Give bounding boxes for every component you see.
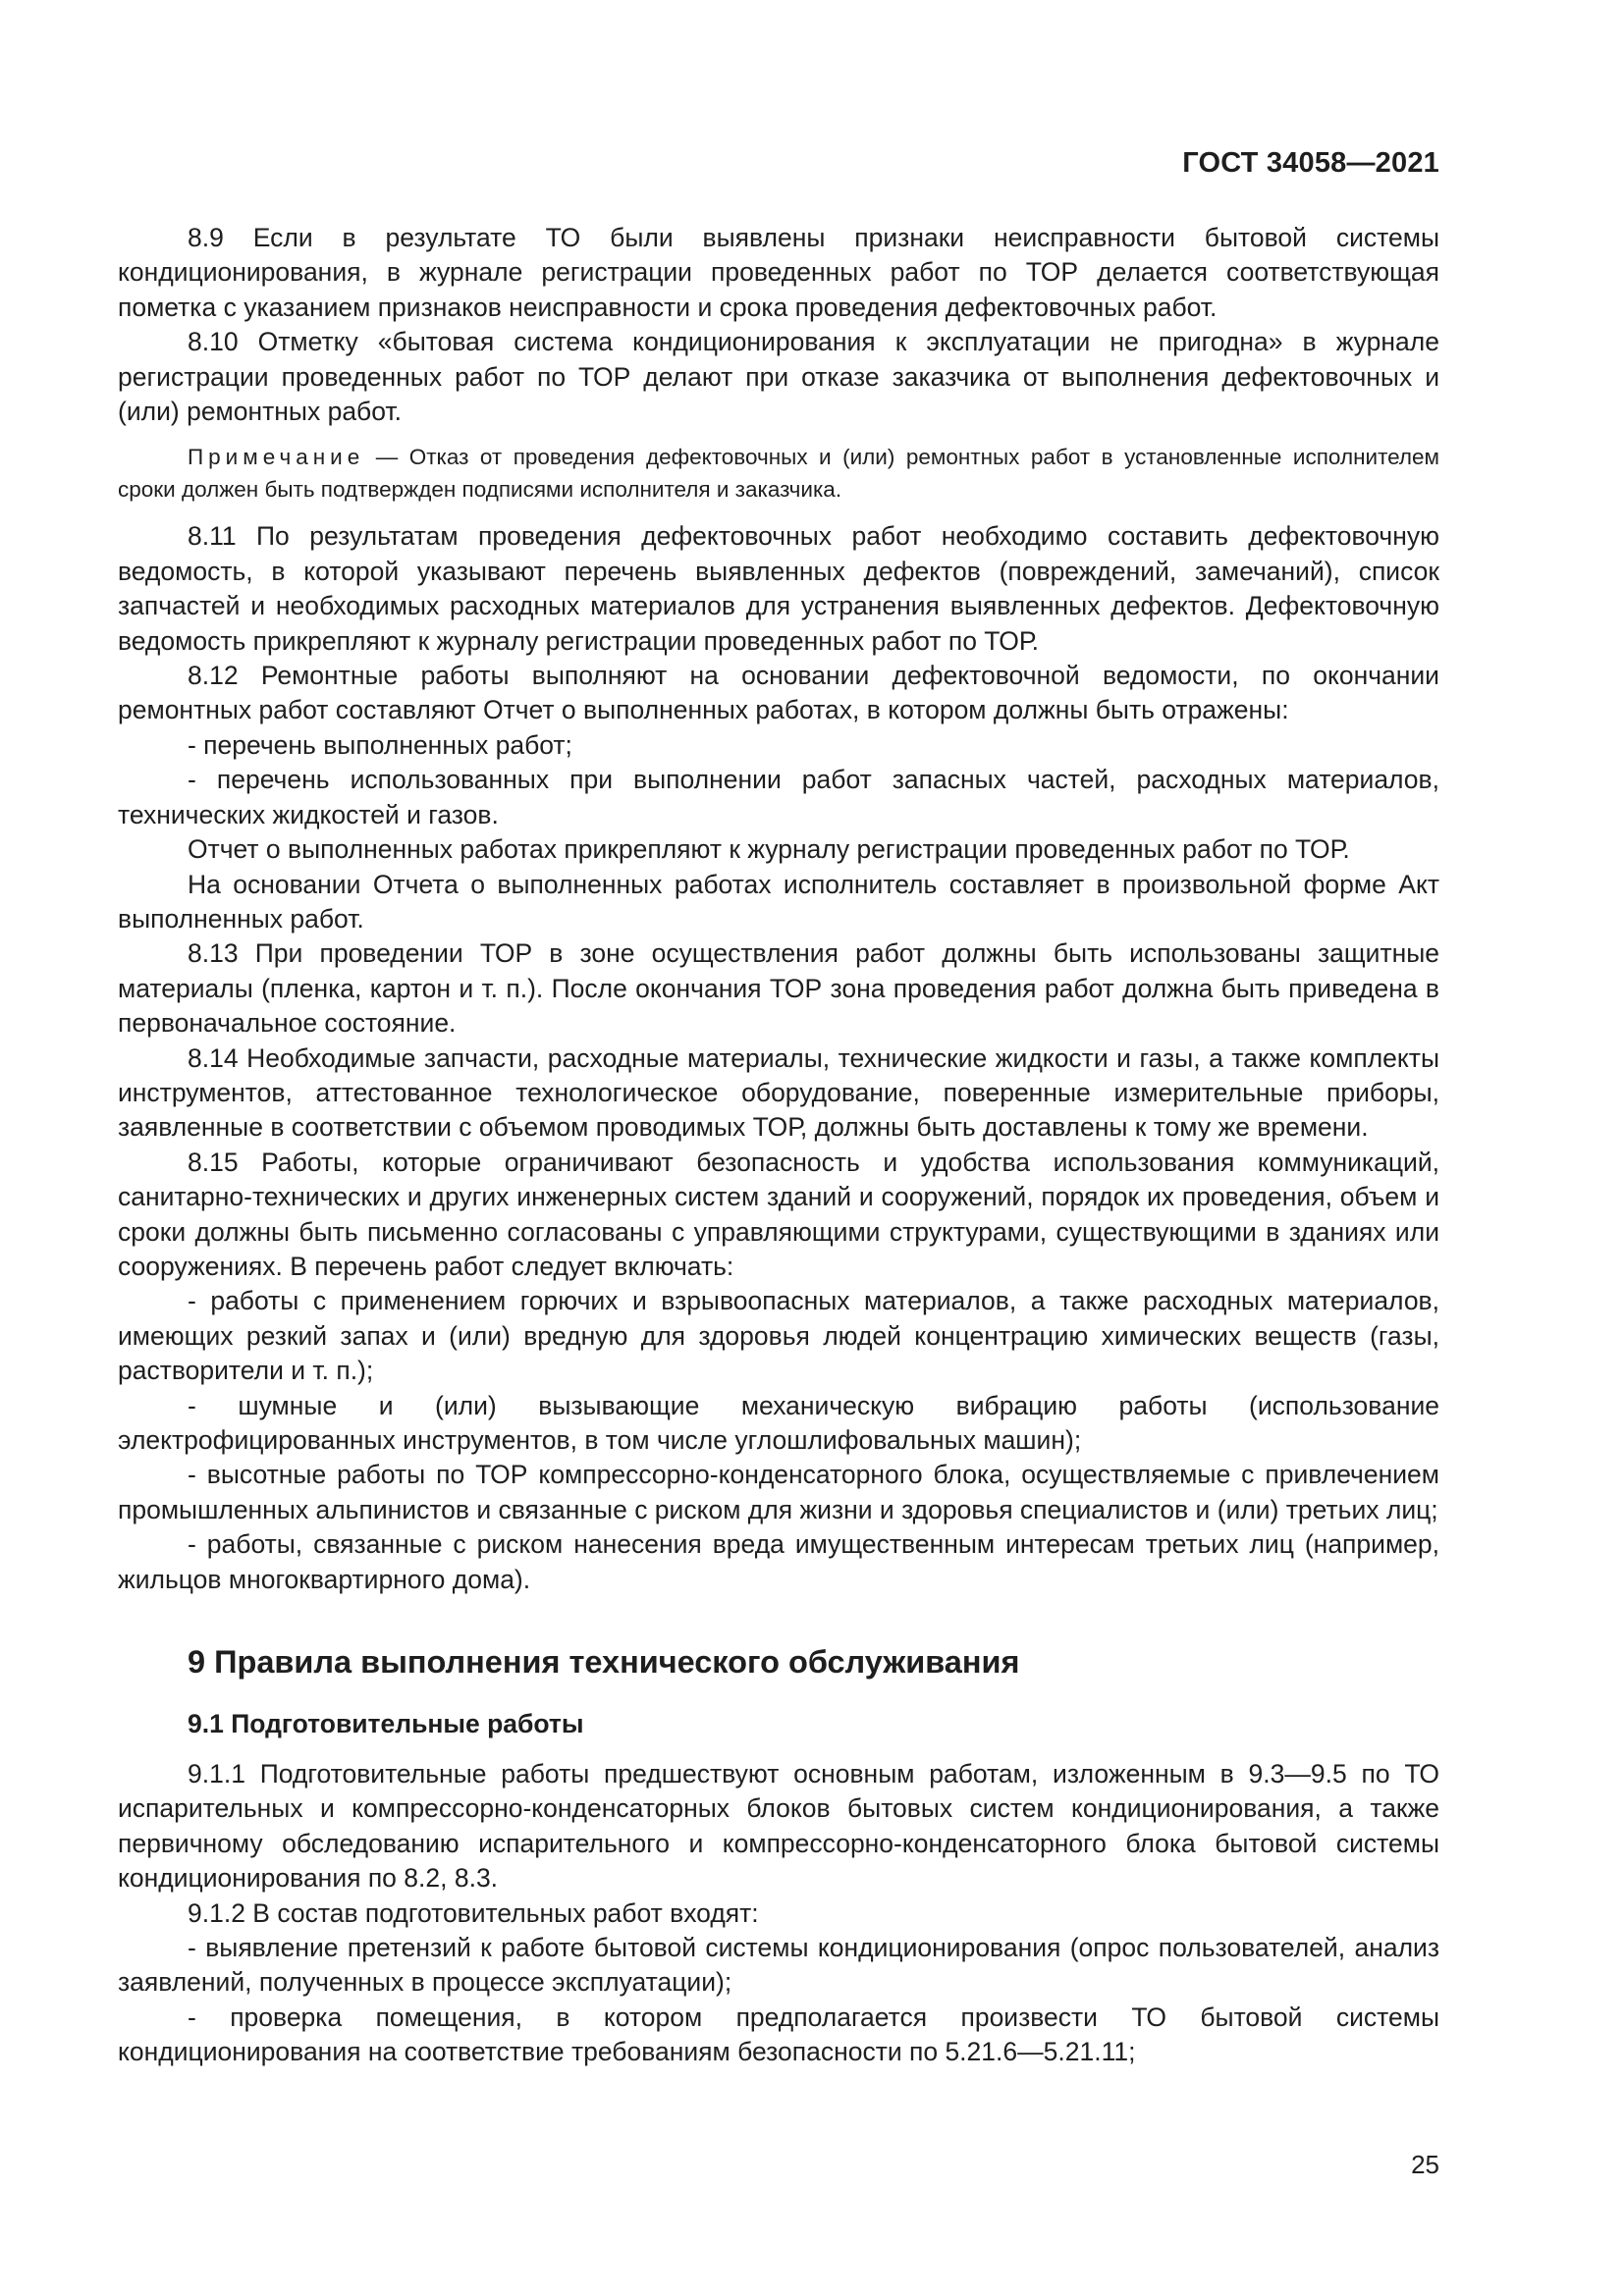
subsection-heading-9-1: 9.1 Подготовительные работы: [188, 1709, 584, 1739]
note-text: — Отказ от проведения дефектовочных и (или) ремонтных работ в установленные исполнителем сроки должен быть подтвержден подписями исполнителя и заказчика.: [118, 445, 1439, 503]
paragraph-9-1-2: 9.1.2 В состав подготовительных работ входят:: [188, 1897, 759, 1928]
paragraph-9-1-1: 9.1.1 Подготовительные работы предшествуют основным работам, изложенным в 9.3—9.5 по ТО испарительных и компрессорно-конденсаторных блоков бытовых систем кондиционирования, а также первичному обследованию испарительного и компрессорно-конденсаторного блока бытовой системы кондиционирования по 8.2, 8.3.: [118, 1759, 1439, 1894]
list-item: - шумные и (или) вызывающие механическую вибрацию работы (использование электрофицированных инструментов, в том числе углошлифовальных машин);: [118, 1390, 1439, 1455]
document-code: ГОСТ 34058—2021: [1182, 147, 1439, 179]
paragraph-8-13: 8.13 При проведении ТОР в зоне осуществления работ должны быть использованы защитные материалы (пленка, картон и т. п.). После окончания ТОР зона проведения работ должна быть приведена в первоначальное состояние.: [118, 938, 1439, 1039]
list-item: - высотные работы по ТОР компрессорно-конденсаторного блока, осуществляемые с привлечением промышленных альпинистов и связанные с риском для жизни и здоровья специалистов и (или) третьих лиц;: [118, 1460, 1439, 1524]
note: [118, 441, 1439, 506]
paragraph-8-14: 8.14 Необходимые запчасти, расходные материалы, технические жидкости и газы, а также комплекты инструментов, аттестованное технологическое оборудование, поверенные измерительные приборы, заявленные в соответствии с объемом проводимых ТОР, должны быть доставлены к тому же времени.: [118, 1042, 1439, 1143]
list-item: - проверка помещения, в котором предполагается произвести ТО бытовой системы кондиционирования на соответствие требованиям безопасности по 5.21.6—5.21.11;: [118, 2002, 1439, 2067]
paragraph-report-attach: Отчет о выполненных работах прикрепляют к журналу регистрации проведенных работ по ТОР.: [188, 834, 1350, 865]
section-heading-9: 9 Правила выполнения технического обслуживания: [188, 1644, 1020, 1681]
paragraph-8-11: 8.11 По результатам проведения дефектовочных работ необходимо составить дефектовочную ведомость, в которой указывают перечень выявленных дефектов (повреждений, замечаний), список запчастей и необходимых расходных материалов для устранения выявленных дефектов. Дефектовочную ведомость прикрепляют к журналу регистрации проведенных работ по ТОР.: [118, 521, 1439, 656]
paragraph-act: На основании Отчета о выполненных работах исполнитель составляет в произвольной форме Акт выполненных работ.: [118, 869, 1439, 934]
paragraph-8-12: 8.12 Ремонтные работы выполняют на основании дефектовочной ведомости, по окончании ремонтных работ составляют Отчет о выполненных работах, в котором должны быть отражены:: [118, 661, 1439, 725]
list-item: - работы, связанные с риском нанесения вреда имущественным интересам третьих лиц (например, жильцов многоквартирного дома).: [118, 1529, 1439, 1594]
list-item: - работы с применением горючих и взрывоопасных материалов, а также расходных материалов, имеющих резкий запах и (или) вредную для здоровья людей концентрацию химических веществ (газы, растворители и т. п.);: [118, 1286, 1439, 1386]
list-item: - перечень использованных при выполнении работ запасных частей, расходных материалов, технических жидкостей и газов.: [118, 765, 1439, 829]
note-label: Примечание: [188, 445, 365, 470]
list-item: - перечень выполненных работ;: [188, 729, 572, 760]
list-item: - выявление претензий к работе бытовой системы кондиционирования (опрос пользователей, анализ заявлений, полученных в процессе эксплуатации);: [118, 1933, 1439, 1998]
paragraph-8-10: 8.10 Отметку «бытовая система кондиционирования к эксплуатации не пригодна» в журнале регистрации проведенных работ по ТОР делают при отказе заказчика от выполнения дефектовочных и (или) ремонтных работ.: [118, 327, 1439, 427]
paragraph-8-15: 8.15 Работы, которые ограничивают безопасность и удобства использования коммуникаций, санитарно-технических и других инженерных систем зданий и сооружений, порядок их проведения, объем и сроки должны быть письменно согласованы с управляющими структурами, существующими в зданиях или сооружениях. В перечень работ следует включать:: [118, 1147, 1439, 1281]
paragraph-8-9: 8.9 Если в результате ТО были выявлены признаки неисправности бытовой системы кондиционирования, в журнале регистрации проведенных работ по ТОР делается соответствующая пометка с указанием признаков неисправности и срока проведения дефектовочных работ.: [118, 223, 1439, 322]
page-number: 25: [1411, 2150, 1439, 2179]
document-body: [118, 221, 1439, 2070]
